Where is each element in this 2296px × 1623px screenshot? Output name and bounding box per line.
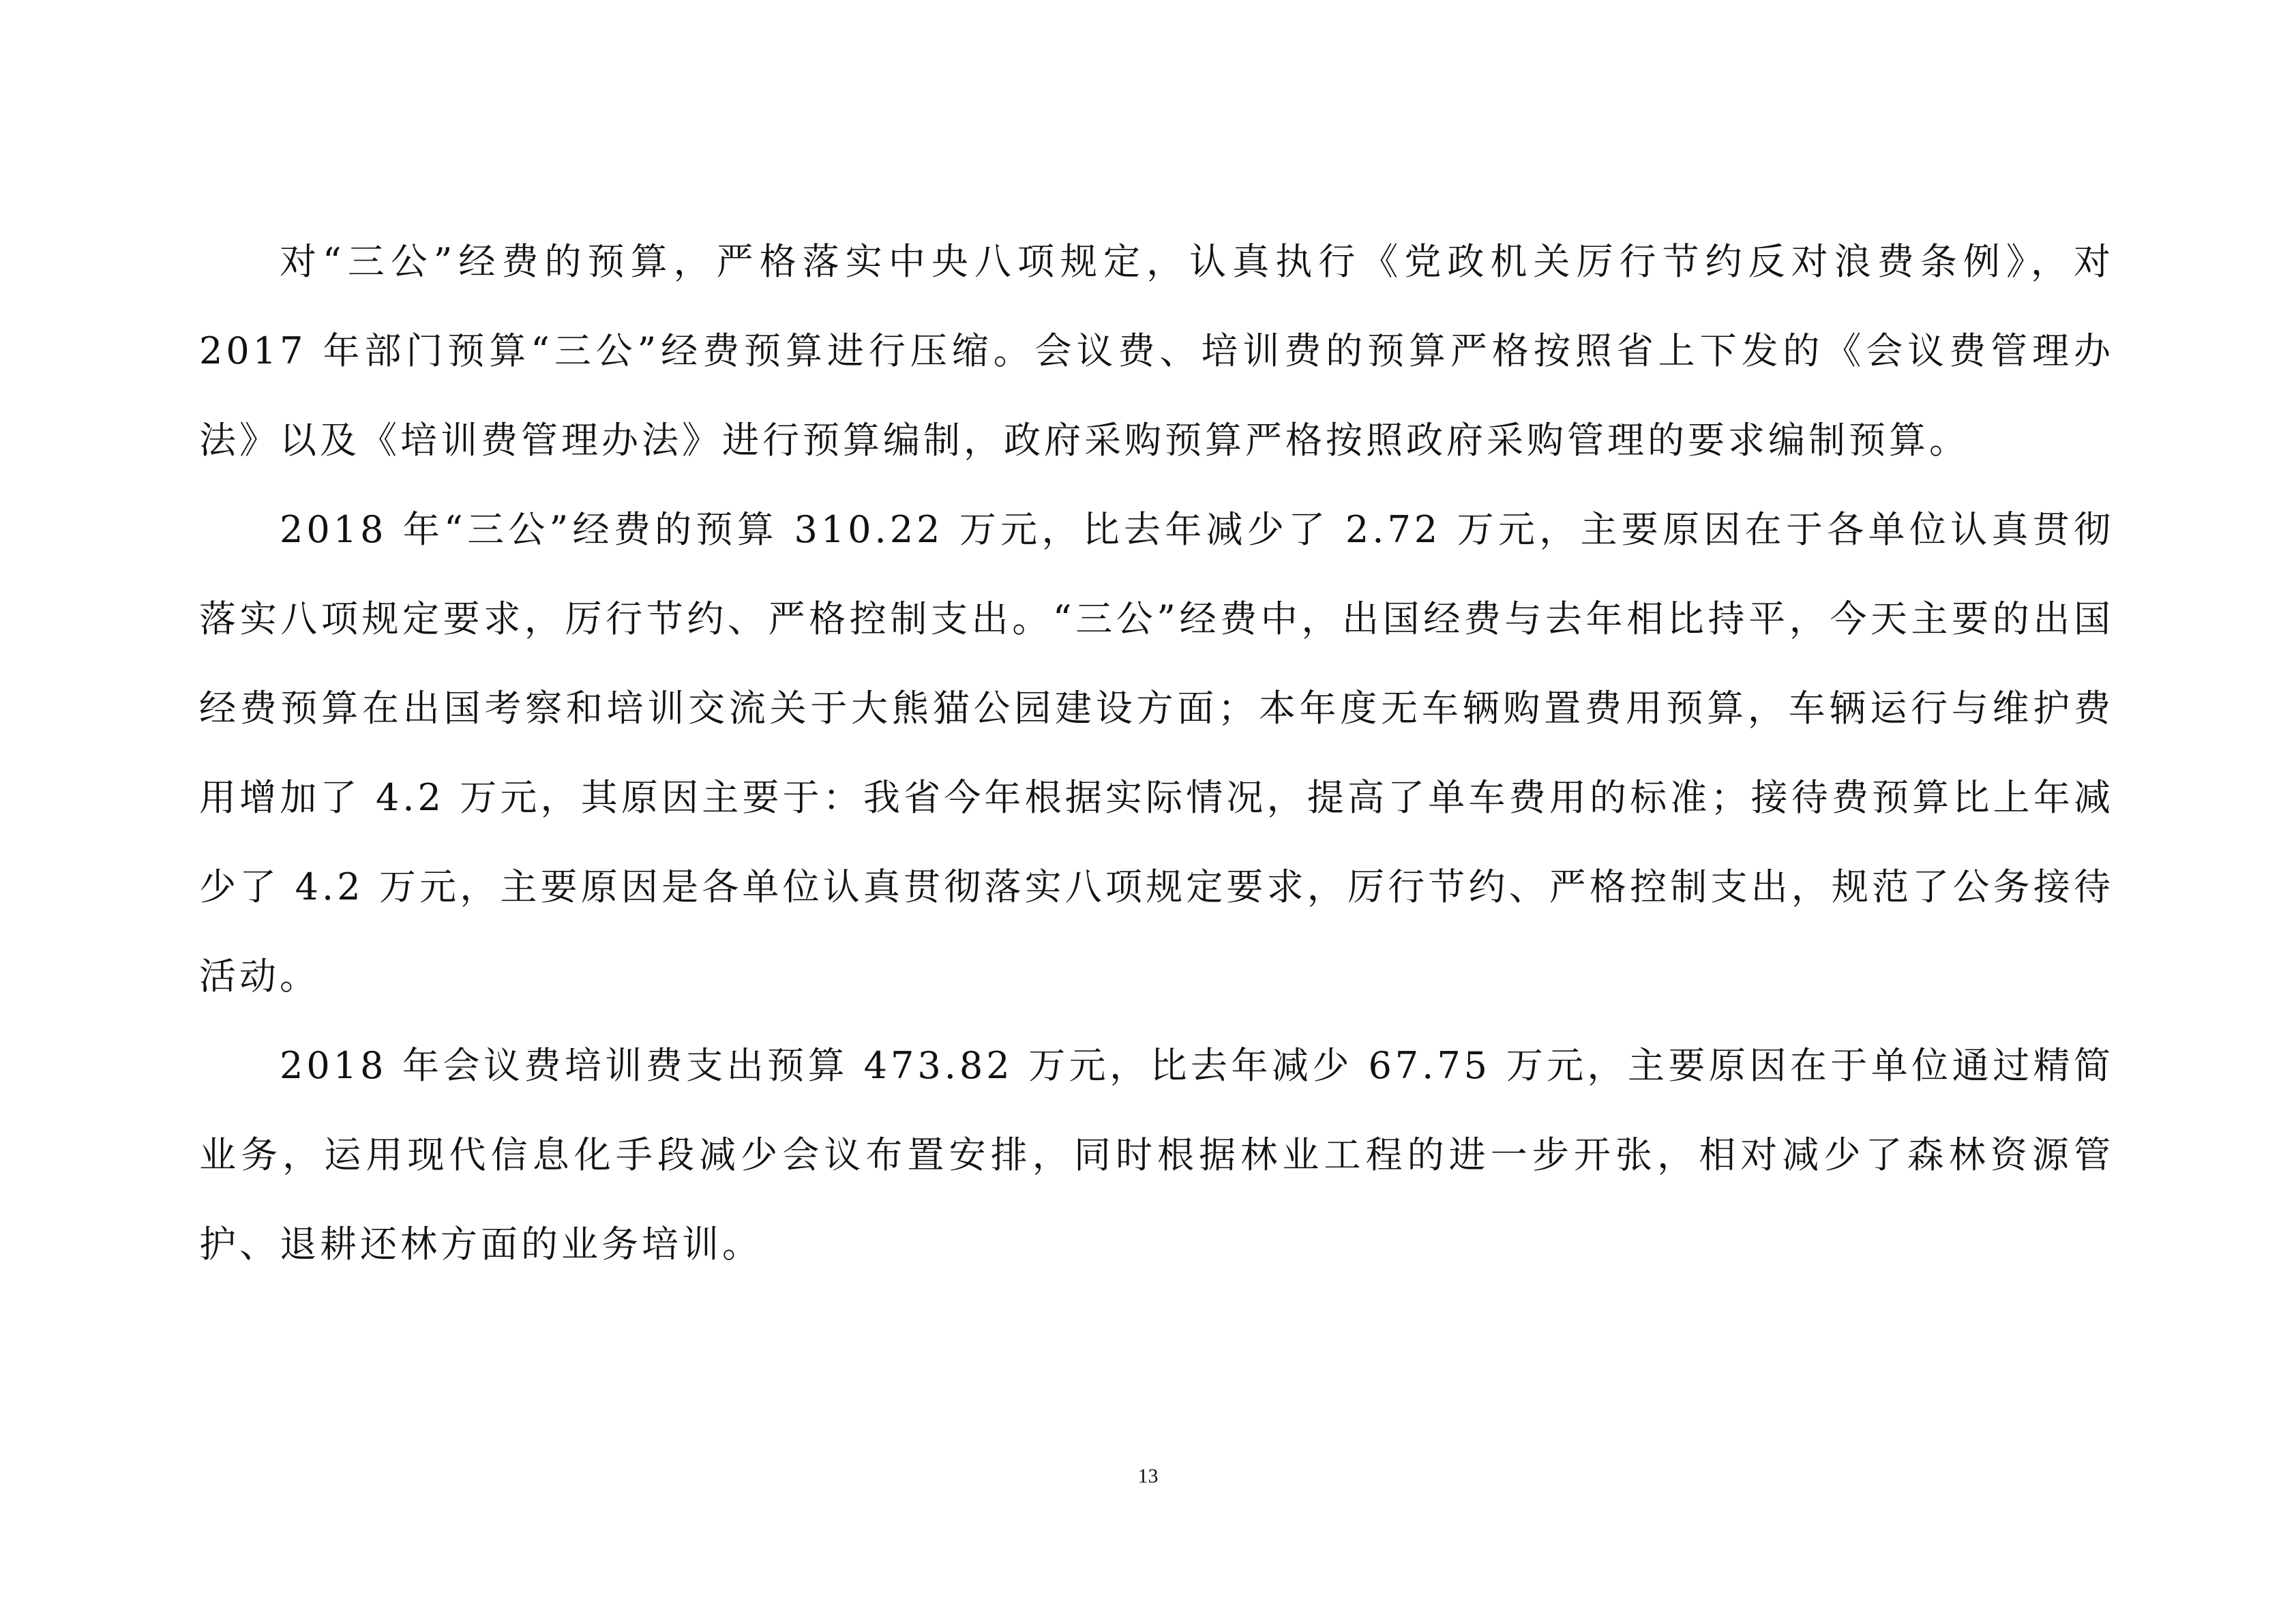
paragraph-meeting-training-expenses: 2018 年会议费培训费支出预算 473.82 万元，比去年减少 67.75 万元，主要原因在于单位通过精简业务，运用现代信息化手段减少会议布置安排，同时根据林业工程的进一步开张，相对减少了森林资源管护、退耕还林方面的业务培训。 xyxy=(199,1044,2114,1266)
paragraph-budget-policy: 对“三公”经费的预算，严格落实中央八项规定，认真执行《党政机关厉行节约反对浪费条例》，对 2017 年部门预算“三公”经费预算进行压缩。会议费、培训费的预算严格按照省上下发的《会议费管理办法》以及《培训费管理办法》进行预算编制，政府采购预算严格按照政府采购管理的要求编制预算。 xyxy=(199,240,2114,462)
page-number: 13 xyxy=(1137,1465,1159,1487)
document-body xyxy=(199,217,2114,1289)
paragraph-three-public-expenses: 2018 年“三公”经费的预算 310.22 万元，比去年减少了 2.72 万元，主要原因在于各单位认真贯彻落实八项规定要求，厉行节约、严格控制支出。“三公”经费中，出国经费与去年相比持平，今天主要的出国经费预算在出国考察和培训交流关于大熊猫公园建设方面；本年度无车辆购置费用预算，车辆运行与维护费用增加了 4.2 万元，其原因主要于：我省今年根据实际情况，提高了单车费用的标准；接待费预算比上年减少了 4.2 万元，主要原因是各单位认真贯彻落实八项规定要求，厉行节约、严格控制支出，规范了公务接待活动。 xyxy=(199,508,2114,998)
